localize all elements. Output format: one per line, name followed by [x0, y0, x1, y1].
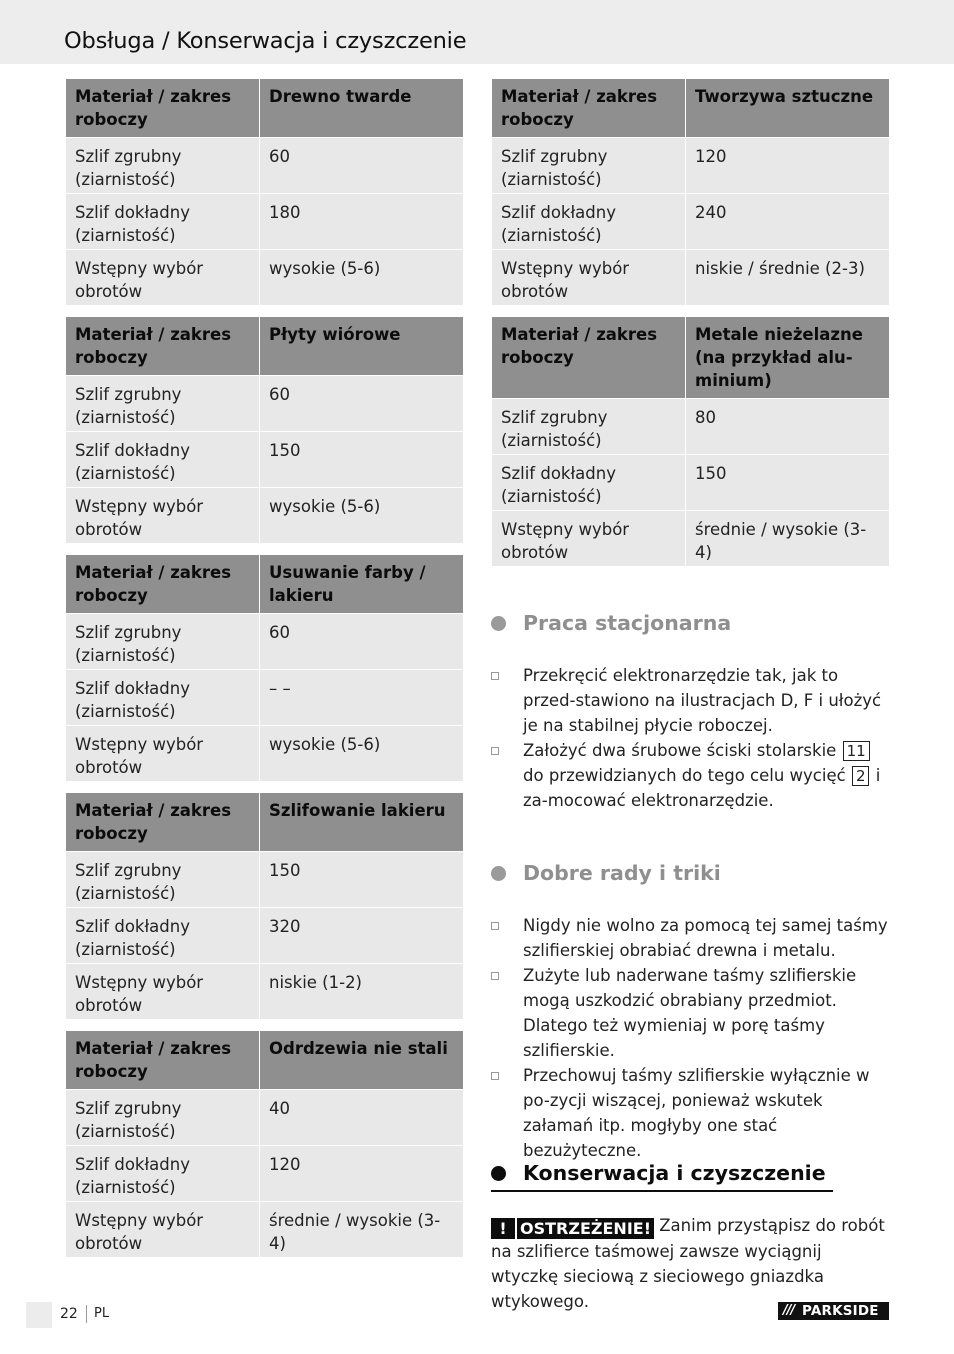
table-row: [66, 488, 464, 544]
list-item-text: Przechowuj taśmy szlifierskie wyłącznie w po-zycji wiszącej, ponieważ wskutek załamań itp. mogłyby one stać bezużyteczne.: [523, 1066, 870, 1160]
row-label: Wstępny wybór obrotów: [66, 726, 260, 782]
row-value: niskie / średnie (2-3): [686, 250, 890, 306]
section-konserwacja: [491, 1161, 826, 1185]
section-title: Praca stacjonarna: [523, 611, 732, 635]
heading-underline: [491, 1190, 833, 1192]
brand-logo: [778, 1302, 889, 1320]
checkbox-square-icon: [491, 747, 499, 755]
section-praca: [491, 611, 731, 635]
list-item: [491, 913, 891, 963]
table-row: [492, 194, 890, 250]
list-item: [491, 963, 891, 1063]
header-cell: Płyty wiórowe: [260, 317, 464, 376]
praca-list: [491, 663, 891, 813]
table-row: [492, 138, 890, 194]
checkbox-square-icon: [491, 672, 499, 680]
header-cell: Odrdzewia nie stali: [260, 1031, 464, 1090]
table-row: [492, 455, 890, 511]
bullet-dot-icon: [491, 616, 506, 631]
row-value: wysokie (5-6): [260, 488, 464, 544]
row-value: – –: [260, 670, 464, 726]
list-item: [491, 738, 891, 813]
row-label: Szlif dokładny (ziarnistość): [492, 455, 686, 511]
header-cell: Materiał / zakres roboczy: [66, 1031, 260, 1090]
list-item-text: Nigdy nie wolno za pomocą tej samej taśmy szlifierskiej obrabiać drewna i metalu.: [523, 916, 888, 960]
row-label: Wstępny wybór obrotów: [492, 511, 686, 567]
row-label: Szlif zgrubny (ziarnistość): [66, 1090, 260, 1146]
table-row: [66, 670, 464, 726]
footer-divider: [86, 1305, 87, 1323]
row-label: Szlif zgrubny (ziarnistość): [66, 614, 260, 670]
list-item-text: i za-mocować elektronarzędzie.: [523, 766, 881, 810]
row-value: 60: [260, 138, 464, 194]
row-label: Wstępny wybór obrotów: [66, 1202, 260, 1258]
table-row: [66, 908, 464, 964]
row-value: średnie / wysokie (3-4): [686, 511, 890, 567]
row-label: Szlif dokładny (ziarnistość): [66, 1146, 260, 1202]
row-value: 120: [260, 1146, 464, 1202]
header-cell: Szlifowanie lakieru: [260, 793, 464, 852]
row-value: średnie / wysokie (3-4): [260, 1202, 464, 1258]
row-value: 120: [686, 138, 890, 194]
row-label: Szlif dokładny (ziarnistość): [66, 908, 260, 964]
header-cell: Materiał / zakres roboczy: [66, 793, 260, 852]
table-row: [66, 432, 464, 488]
row-value: niskie (1-2): [260, 964, 464, 1020]
table-row: [66, 250, 464, 306]
table-row: [66, 726, 464, 782]
warning-label: OSTRZEŻENIE!: [517, 1218, 654, 1239]
row-label: Szlif zgrubny (ziarnistość): [66, 852, 260, 908]
row-label: Wstępny wybór obrotów: [66, 964, 260, 1020]
table-header-row: [492, 317, 890, 399]
list-item-text: do przewidzianych do tego celu wycięć: [523, 766, 846, 785]
header-cell: Materiał / zakres roboczy: [492, 317, 686, 399]
table-row: [66, 1202, 464, 1258]
section-heading: [491, 861, 721, 885]
spec-table-chipboard: [65, 316, 464, 544]
spec-table-rust-removal: [65, 1030, 464, 1258]
table-row: [492, 399, 890, 455]
row-value: 150: [260, 852, 464, 908]
row-label: Szlif zgrubny (ziarnistość): [492, 399, 686, 455]
checkbox-square-icon: [491, 1072, 499, 1080]
row-value: 150: [260, 432, 464, 488]
brand-stripes-icon: ///: [783, 1303, 795, 1318]
row-label: Szlif dokładny (ziarnistość): [492, 194, 686, 250]
rady-list: [491, 913, 891, 1163]
table-row: [66, 138, 464, 194]
table-row: [66, 194, 464, 250]
warning-text: Zanim przystąpisz do robót na szlifierce taśmowej zawsze wyciągnij wtyczkę sieciową z sieciowego gniazdka wtykowego.: [491, 1216, 885, 1311]
table-header-row: [66, 79, 464, 138]
table-header-row: [66, 317, 464, 376]
row-value: 40: [260, 1090, 464, 1146]
checkbox-square-icon: [491, 922, 499, 930]
row-value: 80: [686, 399, 890, 455]
section-heading: [491, 611, 731, 635]
table-row: [66, 614, 464, 670]
table-header-row: [66, 793, 464, 852]
table-row: [66, 1146, 464, 1202]
row-label: Szlif zgrubny (ziarnistość): [492, 138, 686, 194]
row-label: Szlif dokładny (ziarnistość): [66, 432, 260, 488]
warning-triangle-icon: !: [491, 1218, 515, 1239]
header-cell: Tworzywa sztuczne: [686, 79, 890, 138]
row-label: Szlif zgrubny (ziarnistość): [66, 376, 260, 432]
warning-paragraph: [491, 1213, 891, 1314]
row-value: 180: [260, 194, 464, 250]
language-code: PL: [94, 1306, 110, 1321]
row-value: wysokie (5-6): [260, 250, 464, 306]
header-cell: Metale nieżelazne (na przykład alu-minium): [686, 317, 890, 399]
spec-table-hardwood: [65, 78, 464, 306]
table-row: [66, 1090, 464, 1146]
table-row: [66, 964, 464, 1020]
part-reference: 11: [843, 741, 870, 761]
page-title: Obsługa / Konserwacja i czyszczenie: [64, 28, 467, 54]
row-label: Wstępny wybór obrotów: [66, 488, 260, 544]
table-header-row: [492, 79, 890, 138]
part-reference: 2: [852, 766, 870, 786]
row-value: 240: [686, 194, 890, 250]
table-header-row: [66, 1031, 464, 1090]
row-label: Szlif dokładny (ziarnistość): [66, 670, 260, 726]
page-header: [0, 0, 954, 64]
bullet-dot-icon: [491, 866, 506, 881]
section-heading: [491, 1161, 826, 1185]
list-item: [491, 1063, 891, 1163]
row-value: 150: [686, 455, 890, 511]
table-row: [492, 511, 890, 567]
header-cell: Drewno twarde: [260, 79, 464, 138]
spec-table-paint-removal: [65, 554, 464, 782]
row-label: Wstępny wybór obrotów: [66, 250, 260, 306]
spec-table-nonferrous: [491, 316, 890, 567]
footer-marker: [26, 1302, 52, 1328]
bullet-dot-icon: [491, 1166, 506, 1181]
table-row: [66, 852, 464, 908]
row-value: 320: [260, 908, 464, 964]
list-item-text: Przekręcić elektronarzędzie tak, jak to przed-stawiono na ilustracjach D, F i ułożyć je na stabilnej płycie roboczej.: [523, 666, 882, 735]
row-value: 60: [260, 376, 464, 432]
header-cell: Materiał / zakres roboczy: [492, 79, 686, 138]
row-value: wysokie (5-6): [260, 726, 464, 782]
row-label: Wstępny wybór obrotów: [492, 250, 686, 306]
header-cell: Materiał / zakres roboczy: [66, 317, 260, 376]
row-value: 60: [260, 614, 464, 670]
table-row: [492, 250, 890, 306]
spec-table-lacquer-sanding: [65, 792, 464, 1020]
header-cell: Materiał / zakres roboczy: [66, 79, 260, 138]
brand-name: PARKSIDE: [802, 1303, 879, 1319]
header-cell: Usuwanie farby / lakieru: [260, 555, 464, 614]
list-item-text: Zużyte lub naderwane taśmy szlifierskie mogą uszkodzić obrabiany przedmiot. Dlatego też wymieniaj w porę taśmy szlifierskie.: [523, 966, 857, 1060]
list-item-text: Założyć dwa śrubowe ściski stolarskie: [523, 741, 837, 760]
list-item: [491, 663, 891, 738]
section-rady: [491, 861, 721, 885]
header-cell: Materiał / zakres roboczy: [66, 555, 260, 614]
checkbox-square-icon: [491, 972, 499, 980]
row-label: Szlif dokładny (ziarnistość): [66, 194, 260, 250]
section-title: Konserwacja i czyszczenie: [523, 1161, 826, 1185]
spec-table-plastics: [491, 78, 890, 306]
page-number: 22: [60, 1306, 78, 1322]
table-row: [66, 376, 464, 432]
section-title: Dobre rady i triki: [523, 861, 721, 885]
table-header-row: [66, 555, 464, 614]
row-label: Szlif zgrubny (ziarnistość): [66, 138, 260, 194]
